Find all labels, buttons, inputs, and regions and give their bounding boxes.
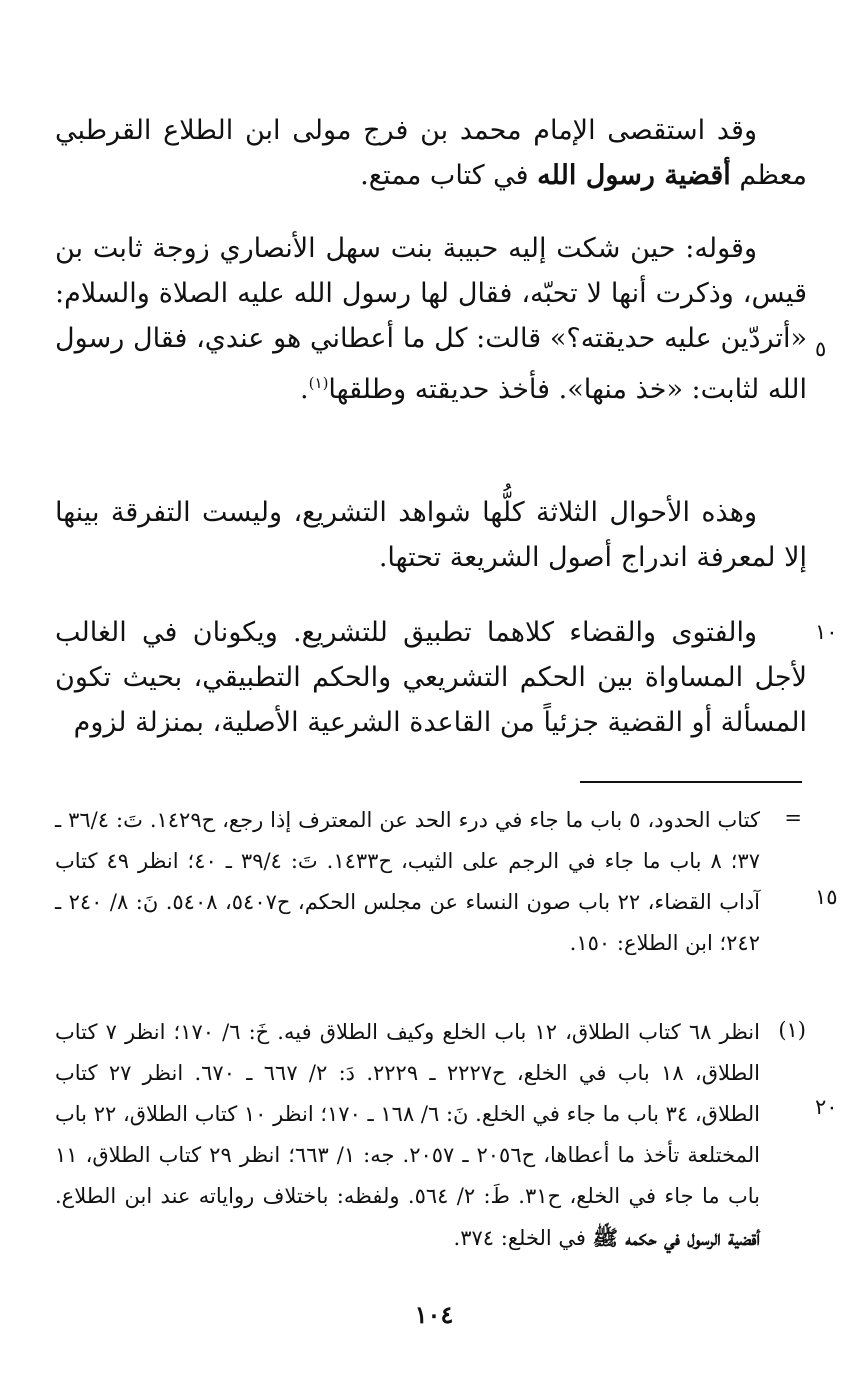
- line-number-10: ١٠: [815, 620, 838, 644]
- footnote-1-rest: في الخلع: ٣٧٤.: [453, 1226, 586, 1250]
- footnote-continuation: [55, 800, 760, 964]
- paragraph-2-end: .: [300, 374, 309, 405]
- page-number: ١٠٤: [414, 1300, 454, 1329]
- line-number-20: ٢٠: [815, 1095, 838, 1119]
- paragraph-4: [55, 610, 807, 745]
- footnote-continuation-text: كتاب الحدود، ٥ باب ما جاء في درء الحد عن المعترف إذا رجع، ح١٤٢٩. تَ: ٣٦/٤ ـ ٣٧؛ ٨ باب ما جاء في الرجم على الثيب، ح١٤٣٣. تَ: ٣٩/٤ ـ ٤٠؛ انظر ٤٩ كتاب آداب القضاء، ٢٢ باب صون النساء عن مجلس الحكم، ح٥٤٠٧، ٥٤٠٨. نَ: ٨/ ٢٤٠ ـ ٢٤٢؛ ابن الطلاع: ١٥٠.: [55, 808, 761, 955]
- paragraph-1: [55, 108, 807, 198]
- footnote-continuation-marker: =: [784, 806, 802, 830]
- paragraph-1-text: وقد استقصى الإمام محمد بن فرج مولى ابن الطلاع القرطبي معظم: [55, 115, 807, 191]
- footnote-1-bold: أقضية الرسول في حكمه ﷺ: [592, 1225, 760, 1250]
- paragraph-4-text: والفتوى والقضاء كلاهما تطبيق للتشريع. ويكونان في الغالب لأجل المساواة بين الحكم التشريعي والحكم التطبيقي، بحيث تكون المسألة أو القضية جزئياً من القاعدة الشرعية الأصلية، بمنزلة لزوم: [55, 617, 807, 738]
- line-number-15: ١٥: [815, 885, 838, 909]
- paragraph-3: [55, 490, 807, 580]
- paragraph-1-bold: أقضية رسول الله: [537, 160, 731, 191]
- line-number-5: ٥: [815, 337, 827, 361]
- footnote-separator: [580, 781, 802, 783]
- footnote-1-marker: (١): [778, 1018, 806, 1042]
- footnote-reference: (١): [308, 374, 329, 392]
- paragraph-3-text: وهذه الأحوال الثلاثة كلُّها شواهد التشريع، وليست التفرقة بينها إلا لمعرفة اندراج أصول الشريعة تحتها.: [55, 497, 807, 573]
- paragraph-2: [55, 226, 807, 412]
- footnote-1-text: انظر ٦٨ كتاب الطلاق، ١٢ باب الخلع وكيف الطلاق فيه. خَ: ٦/ ١٧٠؛ انظر ٧ كتاب الطلاق، ١٨ باب في الخلع، ح٢٢٢٧ ـ ٢٢٢٩. دَ: ٢/ ٦٦٧ ـ ٦٧٠. انظر ٢٧ كتاب الطلاق، ٣٤ باب ما جاء في الخلع. نَ: ٦/ ١٦٨ ـ ١٧٠؛ انظر ١٠ كتاب الطلاق، ٢٢ باب المختلعة تأخذ ما أعطاها، ح٢٠٥٦ ـ ٢٠٥٧. جه: ١/ ٦٦٣؛ انظر ٢٩ كتاب الطلاق، ١١ باب ما جاء في الخلع، ح٣١. طَ: ٢/ ٥٦٤. ولفظه: باختلاف رواياته عند ابن الطلاع.: [55, 1020, 760, 1208]
- footnote-1: [55, 1012, 760, 1259]
- paragraph-2-text: وقوله: حين شكت إليه حبيبة بنت سهل الأنصاري زوجة ثابت بن قيس، وذكرت أنها لا تحبّه، فقال لها رسول الله عليه الصلاة والسلام: «أتردّين عليه حديقته؟» قالت: كل ما أعطاني هو عندي، فقال رسول الله لثابت: «خذ منها». فأخذ حديقته وطلقها: [55, 233, 807, 405]
- paragraph-1-rest: في كتاب ممتع.: [360, 160, 529, 191]
